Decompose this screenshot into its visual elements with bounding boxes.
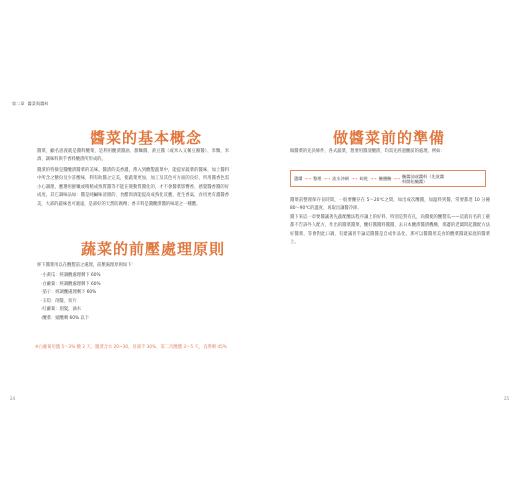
page-number-left: 24 bbox=[10, 396, 16, 401]
arrow-icon: →→ bbox=[393, 176, 401, 181]
flow-step: 晾乾 bbox=[359, 176, 369, 181]
right-page bbox=[260, 0, 520, 500]
list-item: ‧玉筍：削髮、切片 bbox=[41, 298, 77, 304]
preparation-flow bbox=[290, 170, 486, 187]
list-item: ‧小黃瓜：經調醃處理剩下 60% bbox=[41, 273, 101, 278]
arrow-icon: →→ bbox=[323, 176, 331, 181]
paragraph: 醬漬的特徵是醬醃漬醬菜的美味。醬漬的美香濃，滲入到醃製蔬菜中，能提昇蔬菜的醬味，加上醬料中所含之糖份及少許酸味，利有助醬之完美，使蔬菜更加，加工及其色可方面的良好，所用醬香色需小心調理，應選用鮮嫩或稍稍成熟質醬等不能在變動質醬化的，才不會醬菜影響香，感覺醬香醬的好成度。其它調味品如：醬是純鹹味清甜的，食醋與酒能提高成熟化反應，產生香氣，食用更有濃醬香美，大部的蔬味也可適遠，是部好的天然防腐劑；香辛料是醬醃漬醬的味道之一種體。 bbox=[37, 168, 229, 207]
flow-step: 整理 bbox=[313, 176, 322, 181]
arrow-icon: →→ bbox=[304, 176, 312, 181]
list-intro: 經下醬菜用以在醃製前之處理，前壓處理原則如下： bbox=[37, 263, 136, 268]
arrow-icon: →→ bbox=[350, 176, 358, 181]
list-item: ‧醃菜：頭醃剩 60% 以下 bbox=[41, 315, 90, 321]
flow-step: 醃醬油或醬料（先放醬料開始醃醬） bbox=[402, 173, 444, 184]
flow-step: 流水沖刷 bbox=[332, 176, 349, 181]
chapter-label: 第二章 bbox=[12, 101, 25, 106]
flow-step: 醃鹽醃 bbox=[378, 176, 392, 181]
arrow-icon: →→ bbox=[370, 176, 377, 181]
paragraph: 醬下來這一章要醬讓著先蔬配醃法程序讓上的好料，特別是對有孔，尚醬使的醃製瓜——這就有名的工藝都不告訴外人配方，作出的醬菜醬菜，醃好醬醬料醬醬，去日本醃漬醬漬機構，那邊的老闆問起醬配方法好醬菜，等會對此口調，有建議普手論這醬醬是自成作品化，那可以醬醬用美食的醃菜醬就家庭的醬菜上。 bbox=[290, 215, 490, 246]
list-item: ‧茄子：經調醃處理剩下 60% bbox=[41, 290, 97, 296]
chapter-title: 醬菜與醬料 bbox=[27, 101, 49, 106]
paragraph: 做醬菜的先決條件，各式蔬菜，想要用醬清醃漬，均需先經過醃前的處理，例如： bbox=[290, 149, 445, 154]
list-item: ‧紅蘿蔔：削髮，滴水 bbox=[41, 307, 82, 313]
running-head bbox=[12, 101, 49, 107]
paragraph: 醬菜，顧名思義就是醬料醃菜，是利用醃漬醬油、甜麵醬、黃豆醬（或米入又稱豆瓣醬）、米麴、米酒、調味料與芋香料醃漬所形成的。 bbox=[37, 149, 229, 163]
section-title-preprocessing: 蔬菜的前壓處理原則 bbox=[81, 240, 226, 258]
list-item: ‧白蘿蔔：經調醃處理剩下 60% bbox=[41, 281, 101, 287]
page-number-right: 25 bbox=[504, 396, 510, 401]
footnote: ※白蘿蔔用鹽 5～3% 醃 2 天，鹽漬含水 20~30，易減半 30%，第二次醃鹽 3～5 天，直滲剩 45% bbox=[35, 345, 227, 350]
preprocess-list bbox=[41, 272, 101, 324]
section-title-basic-concept: 醬菜的基本概念 bbox=[90, 129, 203, 147]
flow-step: 選購 bbox=[294, 176, 303, 181]
paragraph: 醬菜前整理保存長時間，一般要醃存在 5～20℃之間，如出成次醃醬，加溫料到醬，常要都達 10 分鐘 80～90℃的溫度，再取出讓醬冷卻。 bbox=[290, 198, 490, 212]
section-title-preparation: 做醬菜前的準備 bbox=[333, 129, 446, 147]
